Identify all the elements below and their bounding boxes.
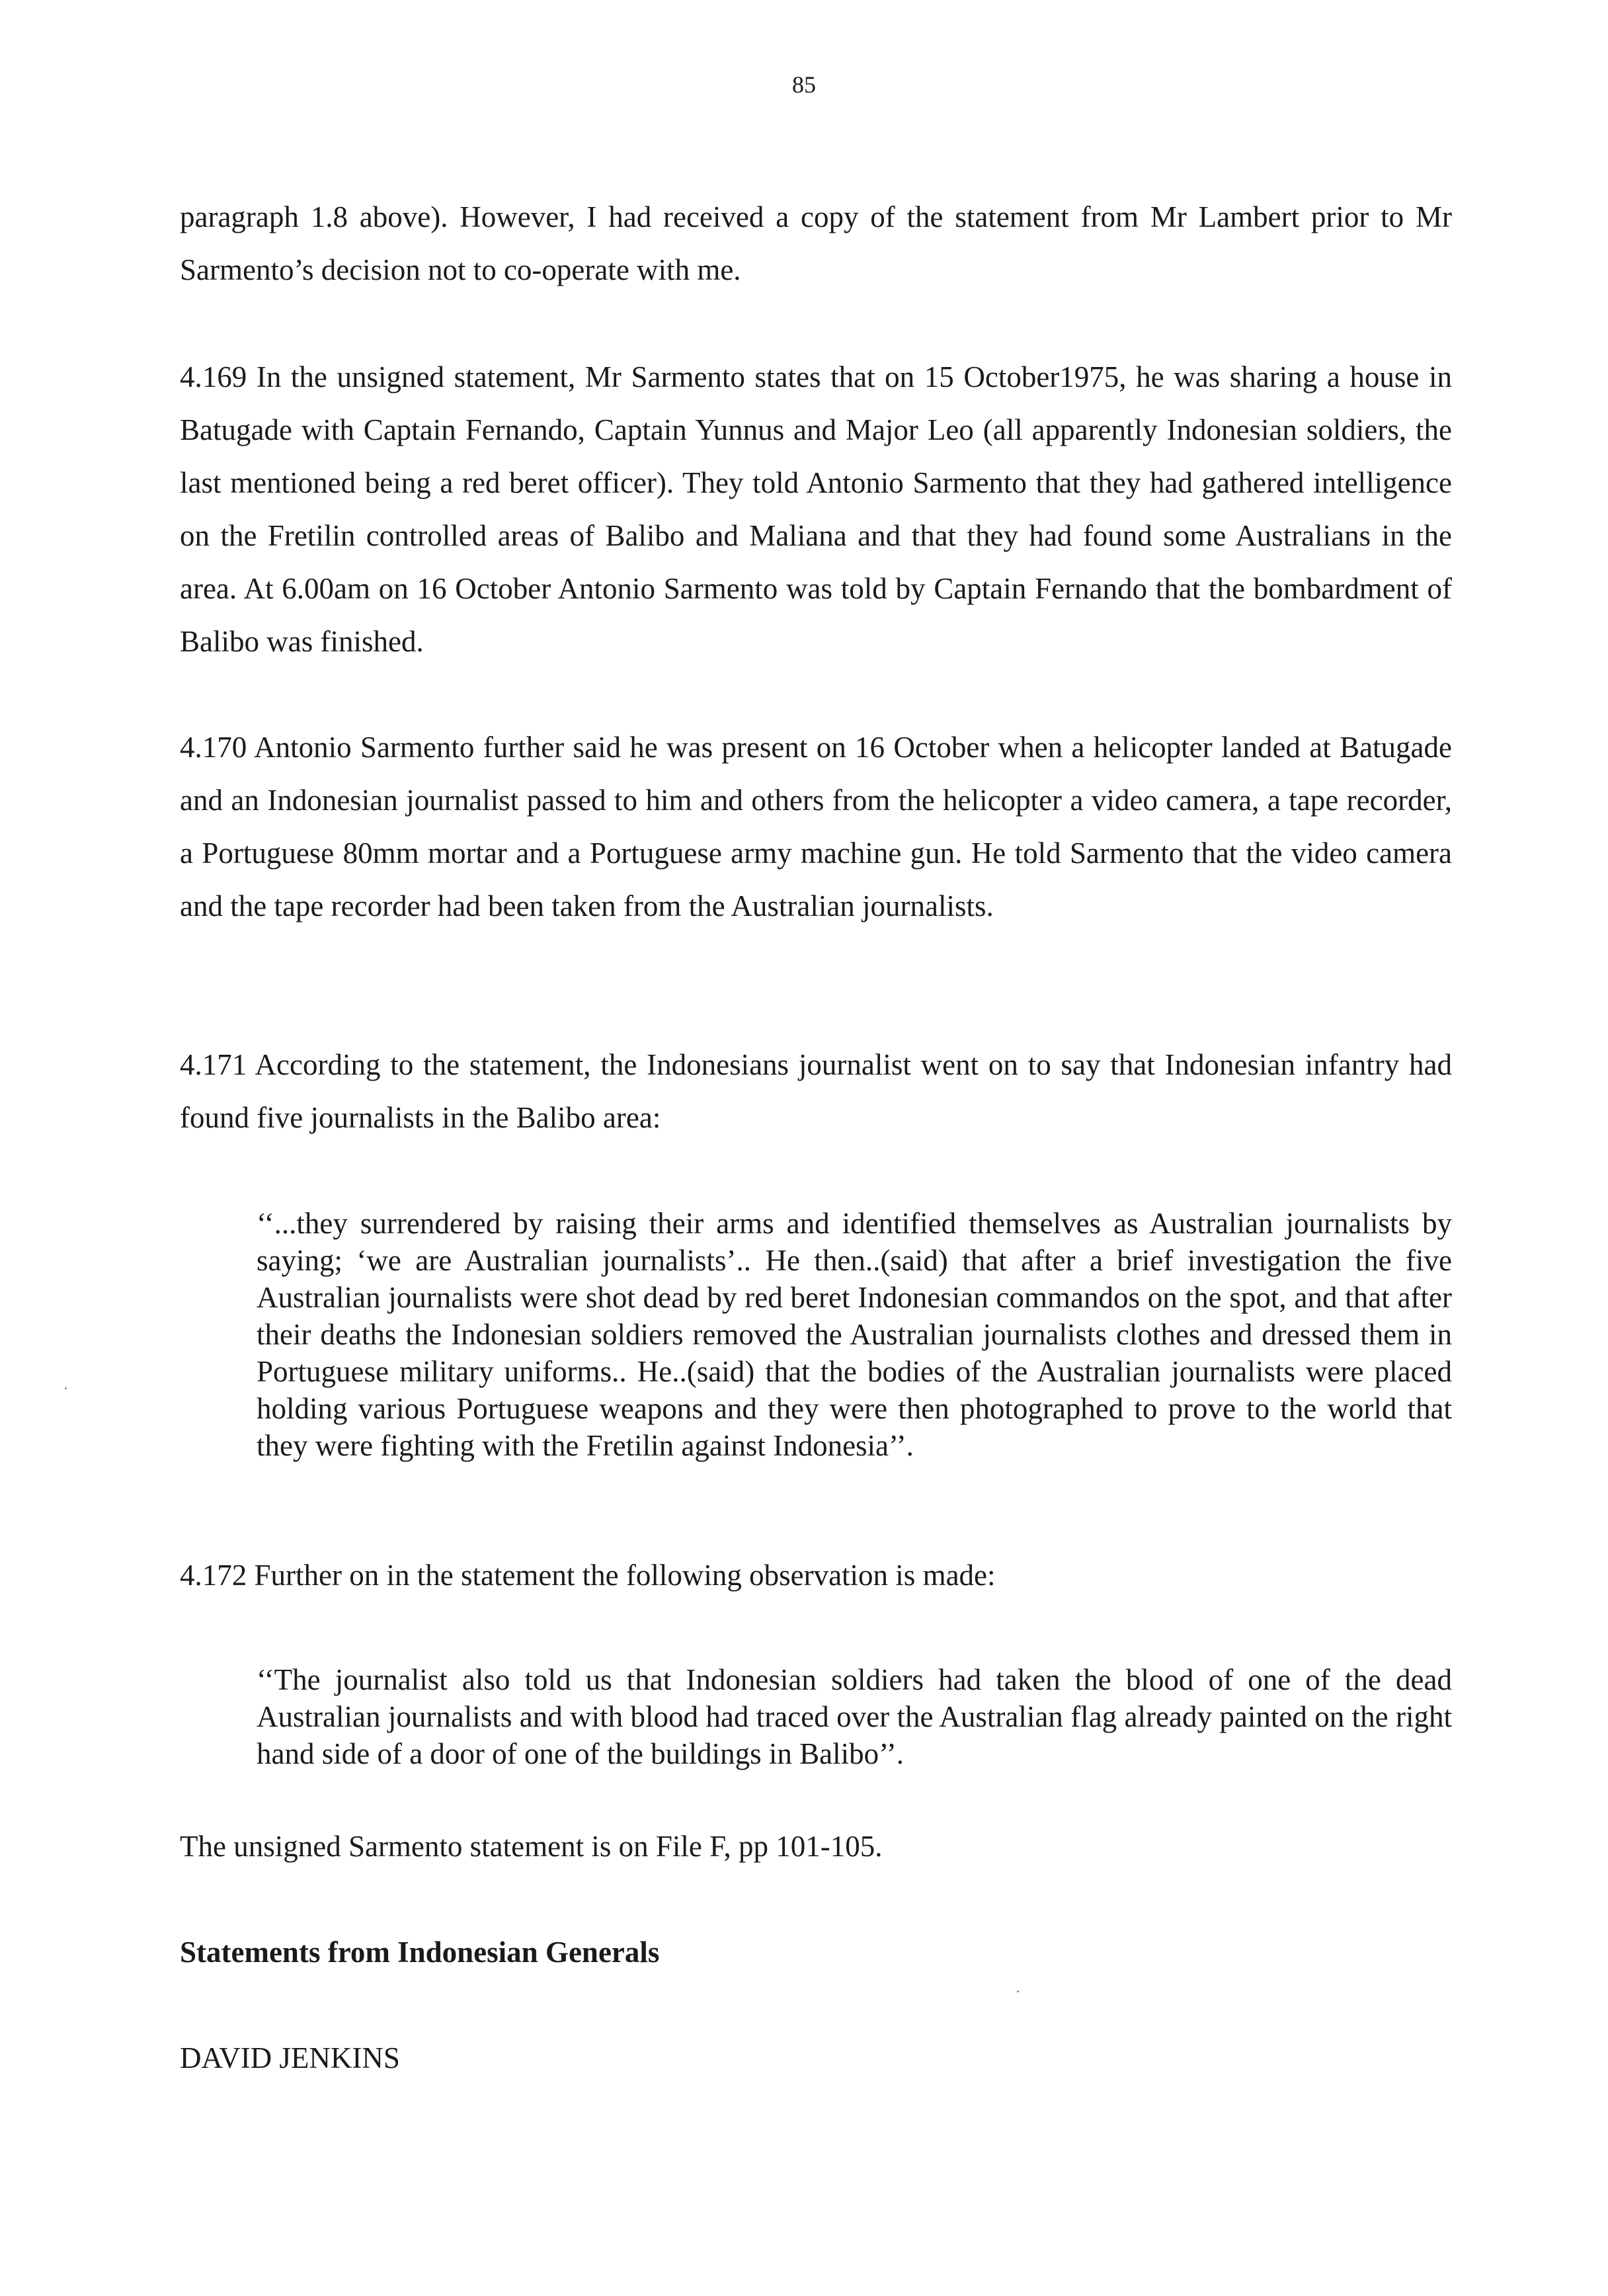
paragraph-4-172: 4.172 Further on in the statement the following observation is made:	[180, 1559, 996, 1592]
scan-speck	[65, 1387, 67, 1389]
paragraph-4-170: 4.170 Antonio Sarmento further said he was present on 16 October when a helicopter landed at Batugade and an Indonesian journalist passed to him and others from the helicopter a video camera, a tape recorder, a Portuguese 80mm mortar and a Portuguese army machine gun. He told Sarmento that the video camera and the tape recorder had been taken from the Australian journalists.	[180, 731, 1452, 922]
page-number: 85	[792, 71, 816, 98]
quote-4-171: ‘‘...they surrendered by raising their arms and identified themselves as Australian journalists by saying; ‘we are Australian journalists’.. He then..(said) that after a brief investigation the five Australian journalists were shot dead by red beret Indonesian commandos on the spot, and that after their deaths the Indonesian soldiers removed the Australian journalists clothes and dressed them in Portuguese military uniforms.. He..(said) that the bodies of the Australian journalists were placed holding various Portuguese weapons and they were then photographed to prove to the world that they were fighting with the Fretilin against Indonesia’’.	[257, 1207, 1452, 1462]
paragraph-continuation: paragraph 1.8 above). However, I had received a copy of the statement from Mr Lambert prior to Mr Sarmento’s decision not to co-operate with me.	[180, 200, 1452, 286]
subheading: DAVID JENKINS	[180, 2041, 400, 2074]
file-reference: The unsigned Sarmento statement is on File F, pp 101-105.	[180, 1830, 883, 1863]
section-heading: Statements from Indonesian Generals	[180, 1936, 660, 1969]
quote-4-172: ‘‘The journalist also told us that Indonesian soldiers had taken the blood of one of the dead Australian journalists and with blood had traced over the Australian flag already painted on the right hand side of a door of one of the buildings in Balibo’’.	[257, 1663, 1452, 1770]
paragraph-4-169: 4.169 In the unsigned statement, Mr Sarmento states that on 15 October1975, he was sharing a house in Batugade with Captain Fernando, Captain Yunnus and Major Leo (all apparently Indonesian soldiers, the last mentioned being a red beret officer). They told Antonio Sarmento that they had gathered intelligence on the Fretilin controlled areas of Balibo and Maliana and that they had found some Australians in the area. At 6.00am on 16 October Antonio Sarmento was told by Captain Fernando that the bombardment of Balibo was finished.	[180, 360, 1452, 658]
scan-speck	[1017, 1990, 1019, 1992]
paragraph-4-171: 4.171 According to the statement, the Indonesians journalist went on to say that Indonesian infantry had found five journalists in the Balibo area:	[180, 1048, 1452, 1134]
